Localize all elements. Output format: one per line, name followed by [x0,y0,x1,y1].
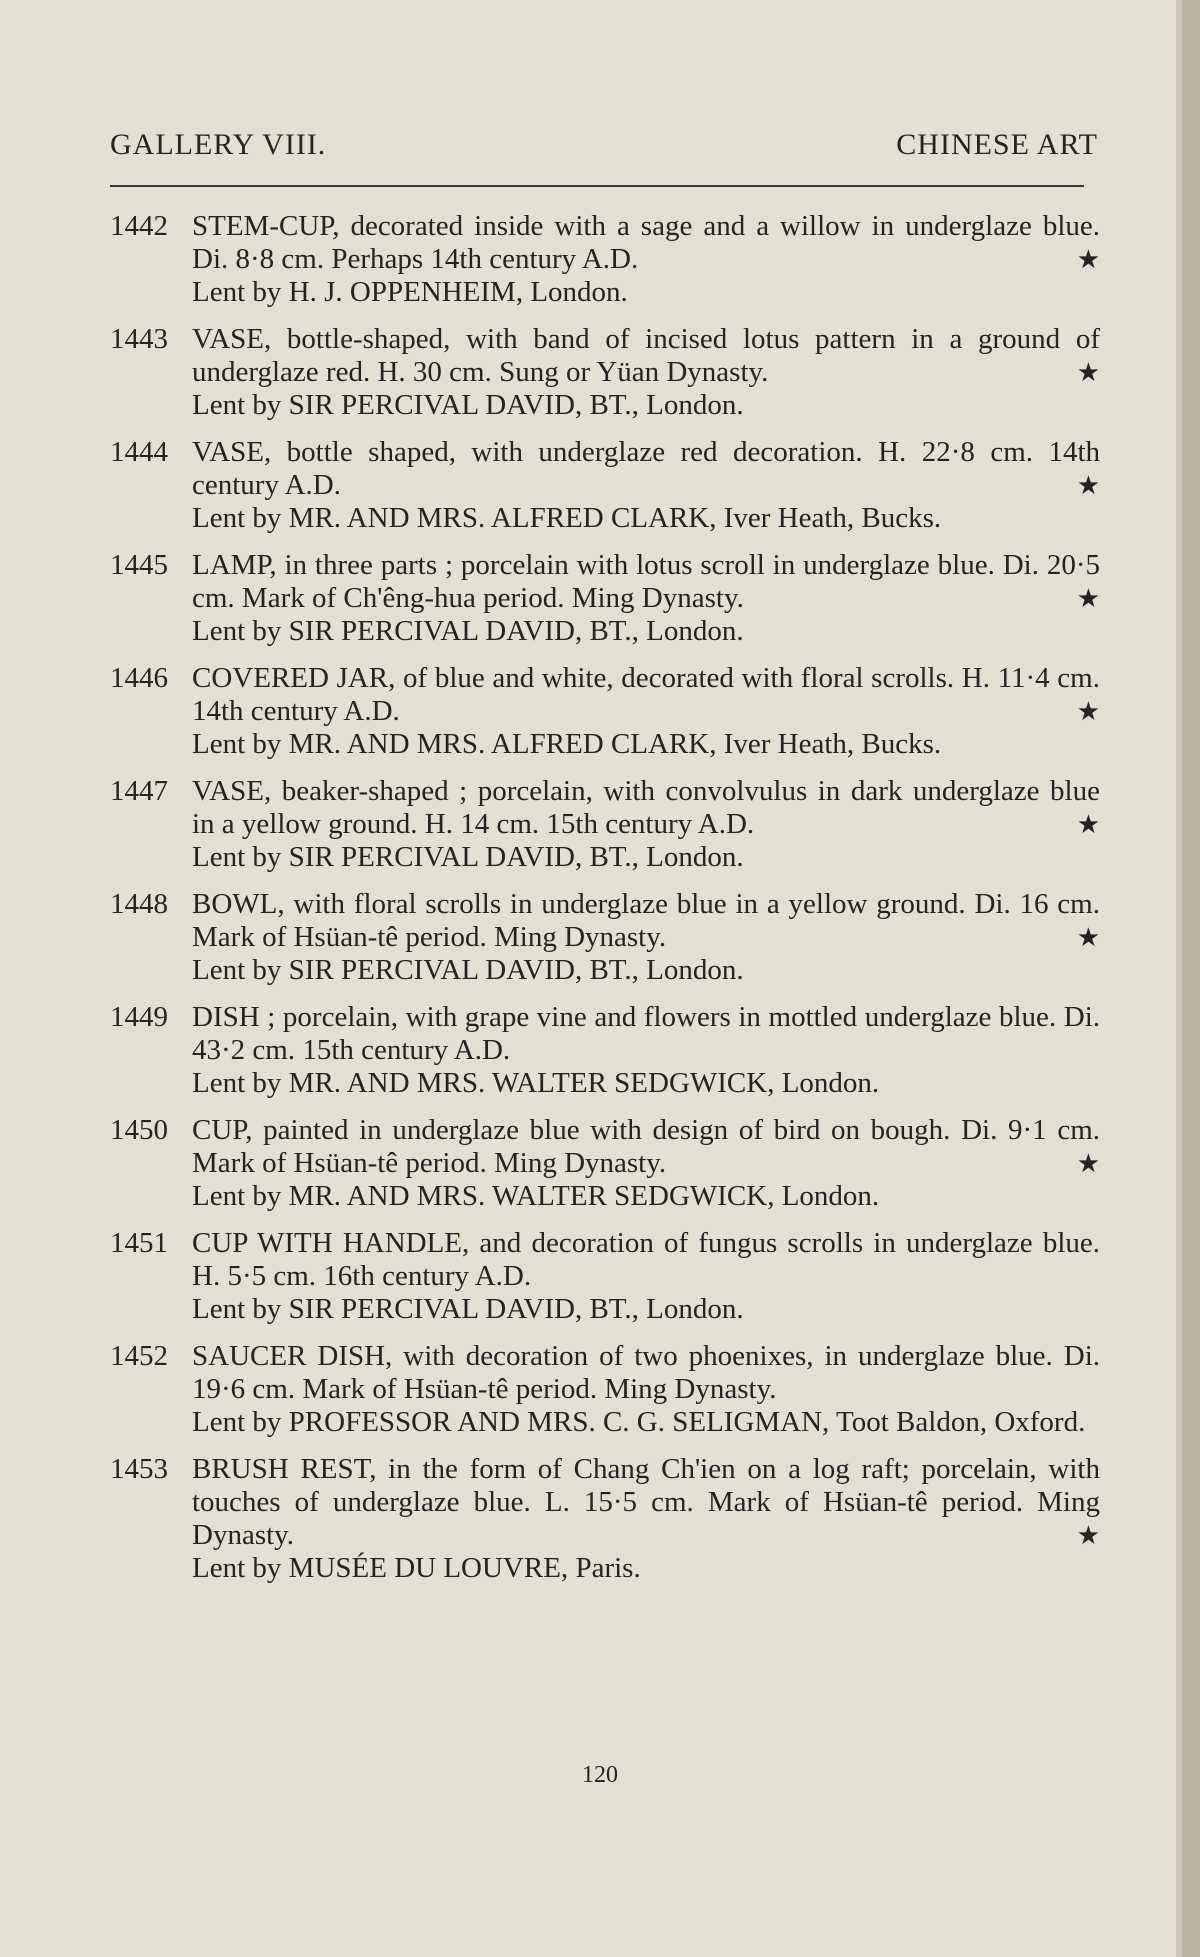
catalogue-entry [110,888,1100,987]
lender-name: MUSÉE DU LOUVRE, [288,1552,569,1584]
star-icon: ★ [1076,471,1100,500]
lender-place: London. [781,1067,880,1099]
lender-prefix: Lent by [192,728,282,760]
catalogue-entries [110,210,1100,1599]
lender-prefix: Lent by [192,615,282,647]
catalogue-entry [110,1001,1100,1100]
lender-place: Iver Heath, Bucks. [723,502,942,534]
entry-number: 1450 [110,1114,168,1146]
lender-name: MR. AND MRS. ALFRED CLARK, [288,728,717,760]
entry-lender [192,389,1100,422]
lender-prefix: Lent by [192,502,282,534]
entry-description-text: DISH ; porcelain, with grape vine and flowers in mottled underglaze blue. Di. 43·2 cm. 15th century A.D. [192,1001,1100,1066]
header-rule [110,185,1084,187]
entry-description-text: COVERED JAR, of blue and white, decorated with floral scrolls. H. 11·4 cm. 14th century A.D. [192,662,1100,727]
lender-prefix: Lent by [192,841,282,873]
entry-description-text: CUP, painted in underglaze blue with design of bird on bough. Di. 9·1 cm. Mark of Hsüan-tê period. Ming Dynasty. [192,1114,1100,1179]
lender-prefix: Lent by [192,954,282,986]
lender-prefix: Lent by [192,1067,282,1099]
entry-number: 1445 [110,549,168,581]
catalogue-entry [110,323,1100,422]
lender-name: H. J. OPPENHEIM, [288,276,524,308]
entry-lender [192,1552,1100,1585]
lender-place: London. [781,1180,880,1212]
catalogue-entry [110,549,1100,648]
entry-description-text: VASE, bottle-shaped, with band of incised lotus pattern in a ground of underglaze red. H. 30 cm. Sung or Yüan Dynasty. [192,323,1100,388]
entry-description [192,323,1100,389]
entry-description [192,1453,1100,1552]
lender-name: SIR PERCIVAL DAVID, BT., [288,389,639,421]
entry-number: 1442 [110,210,168,242]
entry-number: 1448 [110,888,168,920]
entry-description-text: CUP WITH HANDLE, and decoration of fungus scrolls in underglaze blue. H. 5·5 cm. 16th century A.D. [192,1227,1100,1292]
entry-description [192,549,1100,615]
running-header [110,128,1098,168]
lender-name: MR. AND MRS. ALFRED CLARK, [288,502,717,534]
star-icon: ★ [1076,1149,1100,1178]
entry-description [192,775,1100,841]
entry-description-text: BRUSH REST, in the form of Chang Ch'ien on a log raft; porcelain, with touches of underglaze blue. L. 15·5 cm. Mark of Hsüan-tê period. Ming Dynasty. [192,1453,1100,1551]
star-icon: ★ [1076,697,1100,726]
lender-place: Paris. [575,1552,641,1584]
entry-lender [192,728,1100,761]
lender-prefix: Lent by [192,1552,282,1584]
entry-lender [192,1067,1100,1100]
header-section: CHINESE ART [896,128,1098,161]
lender-prefix: Lent by [192,1180,282,1212]
lender-place: London. [646,389,744,421]
entry-description [192,662,1100,728]
entry-description [192,888,1100,954]
lender-place: Toot Baldon, Oxford. [836,1406,1086,1438]
entry-description [192,210,1100,276]
star-icon: ★ [1076,1521,1100,1550]
entry-number: 1453 [110,1453,168,1485]
entry-description [192,1340,1100,1406]
lender-prefix: Lent by [192,276,282,308]
catalogue-entry [110,1453,1100,1585]
entry-description [192,1001,1100,1067]
lender-name: MR. AND MRS. WALTER SEDGWICK, [288,1067,775,1099]
entry-lender [192,502,1100,535]
entry-lender [192,1406,1100,1439]
lender-place: London. [646,615,744,647]
entry-description-text: SAUCER DISH, with decoration of two phoenixes, in underglaze blue. Di. 19·6 cm. Mark of Hsüan-tê period. Ming Dynasty. [192,1340,1100,1405]
lender-name: PROFESSOR AND MRS. C. G. SELIGMAN, [288,1406,830,1438]
catalogue-entry [110,1227,1100,1326]
lender-prefix: Lent by [192,1406,282,1438]
lender-name: SIR PERCIVAL DAVID, BT., [288,1293,639,1325]
catalogue-entry [110,210,1100,309]
entry-number: 1443 [110,323,168,355]
catalogue-entry [110,1340,1100,1439]
star-icon: ★ [1076,584,1100,613]
lender-place: London. [646,1293,744,1325]
lender-name: SIR PERCIVAL DAVID, BT., [288,841,639,873]
catalogue-entry [110,1114,1100,1213]
entry-description [192,1227,1100,1293]
entry-number: 1446 [110,662,168,694]
lender-name: MR. AND MRS. WALTER SEDGWICK, [288,1180,775,1212]
entry-number: 1449 [110,1001,168,1033]
lender-prefix: Lent by [192,1293,282,1325]
entry-description-text: VASE, bottle shaped, with underglaze red decoration. H. 22·8 cm. 14th century A.D. [192,436,1100,501]
entry-number: 1451 [110,1227,168,1259]
entry-description-text: LAMP, in three parts ; porcelain with lotus scroll in underglaze blue. Di. 20·5 cm. Mark of Ch'êng-hua period. Ming Dynasty. [192,549,1100,614]
entry-description [192,1114,1100,1180]
star-icon: ★ [1076,810,1100,839]
entry-lender [192,615,1100,648]
entry-lender [192,1180,1100,1213]
star-icon: ★ [1076,923,1100,952]
page-number: 120 [582,1762,618,1788]
entry-description-text: BOWL, with floral scrolls in underglaze blue in a yellow ground. Di. 16 cm. Mark of Hsüan-tê period. Ming Dynasty. [192,888,1100,953]
entry-lender [192,954,1100,987]
page-edge [1182,0,1200,1957]
entry-lender [192,841,1100,874]
entry-lender [192,1293,1100,1326]
lender-name: SIR PERCIVAL DAVID, BT., [288,954,639,986]
entry-description-text: STEM-CUP, decorated inside with a sage and a willow in underglaze blue. Di. 8·8 cm. Perhaps 14th century A.D. [192,210,1100,275]
entry-lender [192,276,1100,309]
star-icon: ★ [1076,245,1100,274]
lender-name: SIR PERCIVAL DAVID, BT., [288,615,639,647]
entry-description-text: VASE, beaker-shaped ; porcelain, with convolvulus in dark underglaze blue in a yellow ground. H. 14 cm. 15th century A.D. [192,775,1100,840]
catalogue-entry [110,662,1100,761]
lender-prefix: Lent by [192,389,282,421]
entry-number: 1444 [110,436,168,468]
entry-description [192,436,1100,502]
lender-place: London. [646,841,744,873]
entry-number: 1447 [110,775,168,807]
catalogue-entry [110,436,1100,535]
lender-place: London. [530,276,628,308]
lender-place: London. [646,954,744,986]
catalogue-entry [110,775,1100,874]
lender-place: Iver Heath, Bucks. [723,728,942,760]
entry-number: 1452 [110,1340,168,1372]
header-gallery: GALLERY VIII. [110,128,327,161]
star-icon: ★ [1076,358,1100,387]
